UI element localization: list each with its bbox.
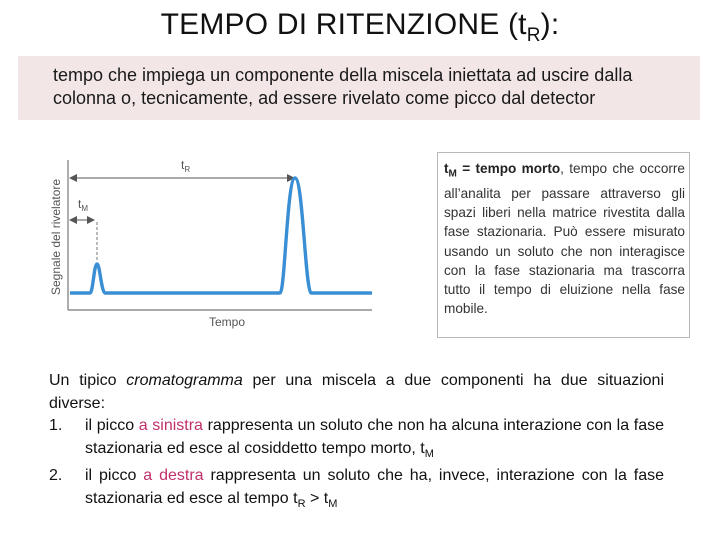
list-number: 1. <box>49 417 63 434</box>
title-suffix: ): <box>540 8 560 41</box>
chromatogram-figure <box>42 150 422 340</box>
list-item <box>49 415 664 465</box>
tr-label: $t_R$ <box>181 158 191 174</box>
note-bold-definition: = tempo morto <box>462 161 561 176</box>
highlight-right: a destra <box>143 467 204 485</box>
body-text <box>49 370 664 515</box>
title-subscript: R <box>526 25 541 46</box>
definition-line-2: colonna o, tecnicamente, ad essere rivelato come picco dal detector <box>53 88 596 108</box>
page-title <box>0 8 720 47</box>
chromatogram-curve <box>70 178 372 293</box>
list-number: 2. <box>49 467 63 485</box>
list-text: il picco a destra rappresenta un soluto che ha, invece, interazione con la fase stazionaria ed esce al tempo $t_R > t_M$ <box>85 467 665 510</box>
definition-line-1: tempo che impiega un componente della miscela iniettata ad uscire dalla <box>53 65 633 85</box>
y-axis-label: Segnale del rivelatore <box>49 178 63 295</box>
italic-term: cromatogramma <box>126 372 243 389</box>
intro-paragraph: Un tipico cromatogramma per una miscela a due componenti ha due situazioni diverse: <box>49 372 664 412</box>
note-term: $t_M$ <box>444 161 457 180</box>
list-item <box>49 465 664 515</box>
title-text: TEMPO DI RITENZIONE (t <box>160 8 527 41</box>
tm-label: $t_M$ <box>78 197 89 213</box>
note-text: , tempo che occorre all’analita per passare attraverso gli spazi liberi nella matrice rivestita dalla fase stazionaria. Può essere misurato usando un soluto che non interagisce con la fase stazionaria ma trascorra tutto il tempo di eluizione nella fase mobile. <box>444 161 685 317</box>
x-axis-label: Tempo <box>209 315 246 329</box>
dead-time-note <box>437 152 690 338</box>
definition-box <box>18 56 700 120</box>
highlight-left: a sinistra <box>138 417 203 434</box>
list-text: il picco a sinistra rappresenta un soluto che non ha alcuna interazione con la fase stazionaria ed esce al cosiddetto tempo morto, $t_M$ <box>85 417 664 460</box>
